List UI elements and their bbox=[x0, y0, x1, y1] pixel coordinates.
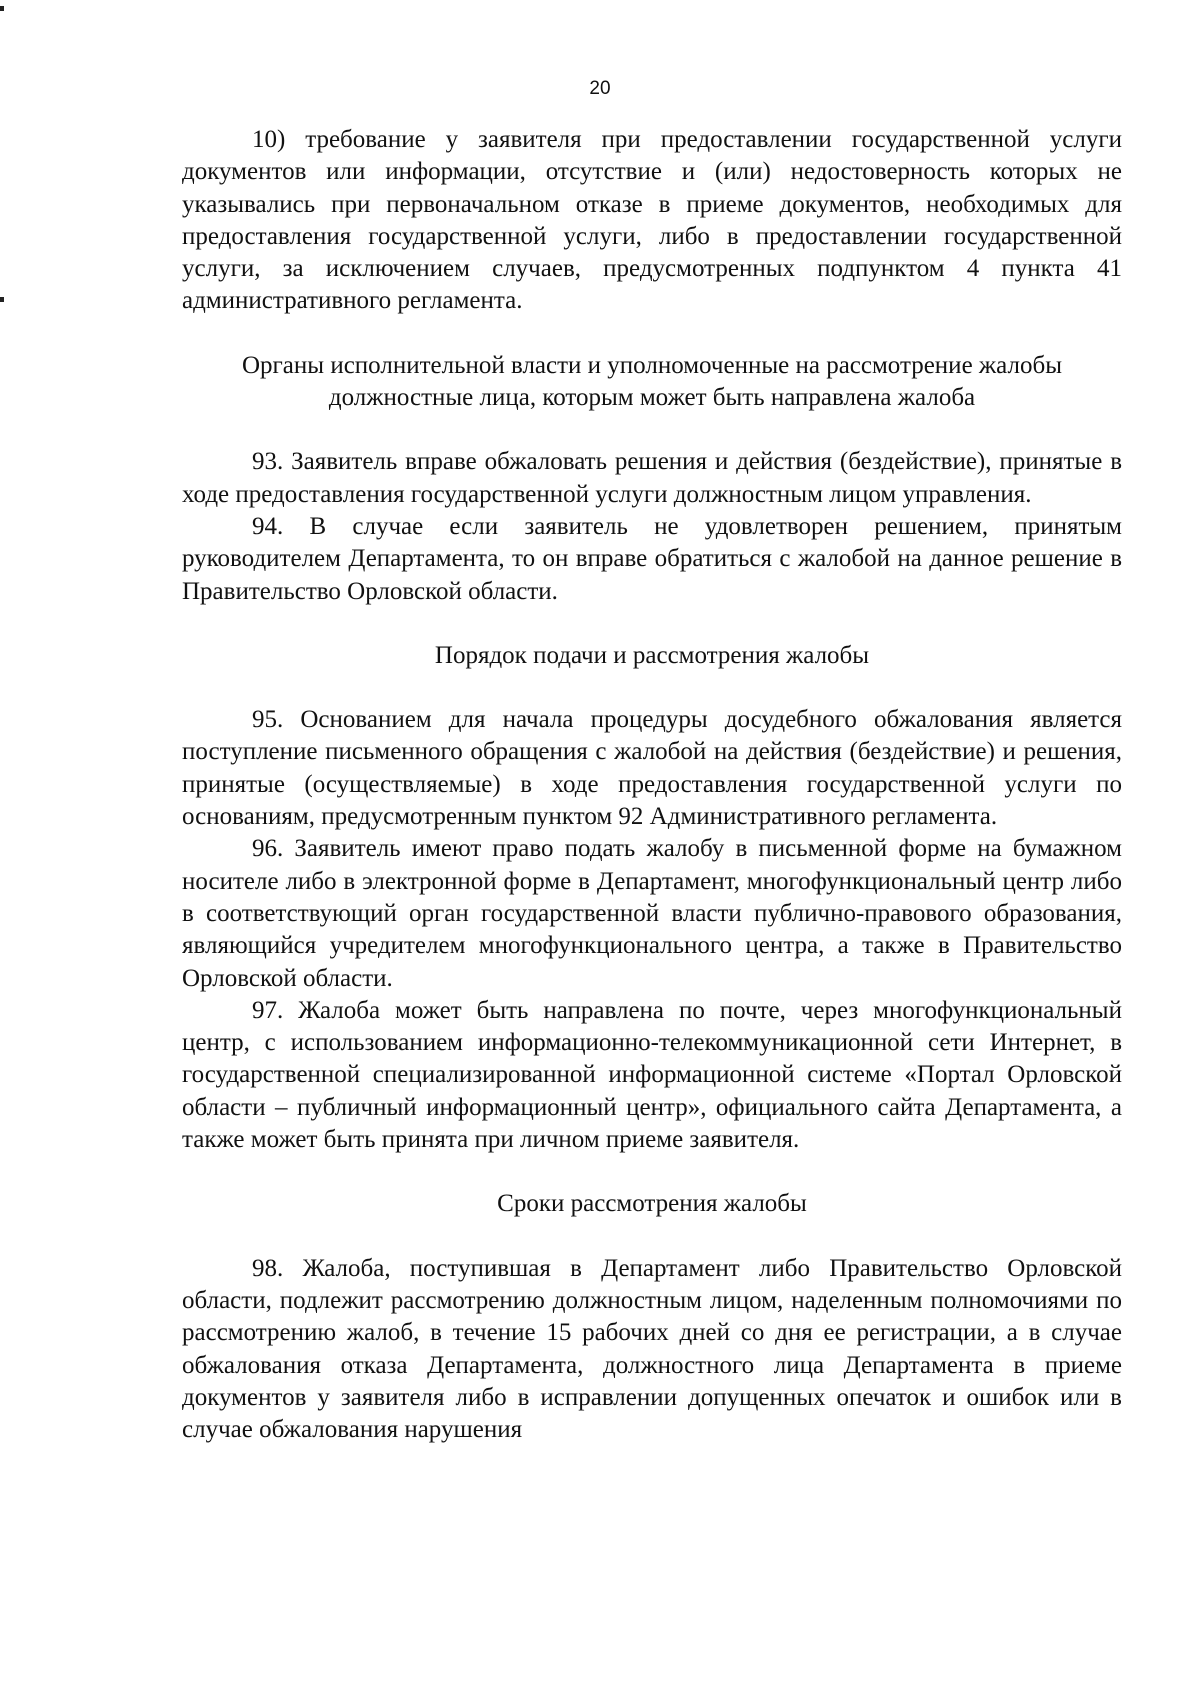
section-heading-complaint-deadlines: Сроки рассмотрения жалобы bbox=[497, 1190, 807, 1218]
paragraph-98: 98. Жалоба, поступившая в Департамент либо Правительство Орловской области, подлежит рассмотрению должностным лицом, наделенным полномочиями по рассмотрению жалоб, в течение 15 рабочих дней со дня ее регистрации, а в случае обжалования отказа Департамента, должностного лица Департамента в приеме документов у заявителя либо в исправлении допущенных опечаток и ошибок или в случае обжалования нарушения bbox=[182, 1254, 1122, 1444]
section-heading-complaint-procedure: Порядок подачи и рассмотрения жалобы bbox=[434, 641, 870, 669]
paragraph-97: 97. Жалоба может быть направлена по почте, через многофункциональный центр, с использованием информационно-телекоммуникационной сети Интернет, в государственной специализированной информационной системе «Портал Орловской области – публичный информационный центр», официального сайта Департамента, а также может быть принята при личном приеме заявителя. bbox=[182, 996, 1122, 1154]
document-body bbox=[182, 124, 1122, 1446]
paragraph-95: 95. Основанием для начала процедуры досудебного обжалования является поступление письменного обращения с жалобой на действия (бездействие) и решения, принятые (осуществляемые) в ходе предоставления государственной услуги по основаниям, предусмотренным пунктом 92 Административного регламента. bbox=[182, 706, 1122, 831]
scan-artifact-mark bbox=[0, 6, 4, 11]
scan-artifact-mark bbox=[0, 297, 4, 302]
paragraph-94: 94. В случае если заявитель не удовлетворен решением, принятым руководителем Департамента, то он вправе обратиться с жалобой на данное решение в Правительство Орловской области. bbox=[182, 512, 1122, 605]
paragraph-item-10: 10) требование у заявителя при предоставлении государственной услуги документов или информации, отсутствие и (или) недостоверность которых не указывались при первоначальном отказе в приеме документов, необходимых для предоставления государственной услуги, либо в предоставлении государственной услуги, за исключением случаев, предусмотренных подпунктом 4 пункта 41 административного регламента. bbox=[182, 126, 1122, 315]
section-heading-complaint-bodies: Органы исполнительной власти и уполномоченные на рассмотрение жалобы должностные лица, которым может быть направлена жалоба bbox=[241, 351, 1062, 412]
paragraph-96: 96. Заявитель имеют право подать жалобу в письменной форме на бумажном носителе либо в электронной форме в Департамент, многофункциональный центр либо в соответствующий орган государственной власти публично-правового образования, являющийся учредителем многофункционального центра, а также в Правительство Орловской области. bbox=[182, 835, 1122, 992]
paragraph-93: 93. Заявитель вправе обжаловать решения и действия (бездействие), принятые в ходе предоставления государственной услуги должностным лицом управления. bbox=[182, 448, 1122, 508]
page-number: 20 bbox=[589, 78, 611, 99]
